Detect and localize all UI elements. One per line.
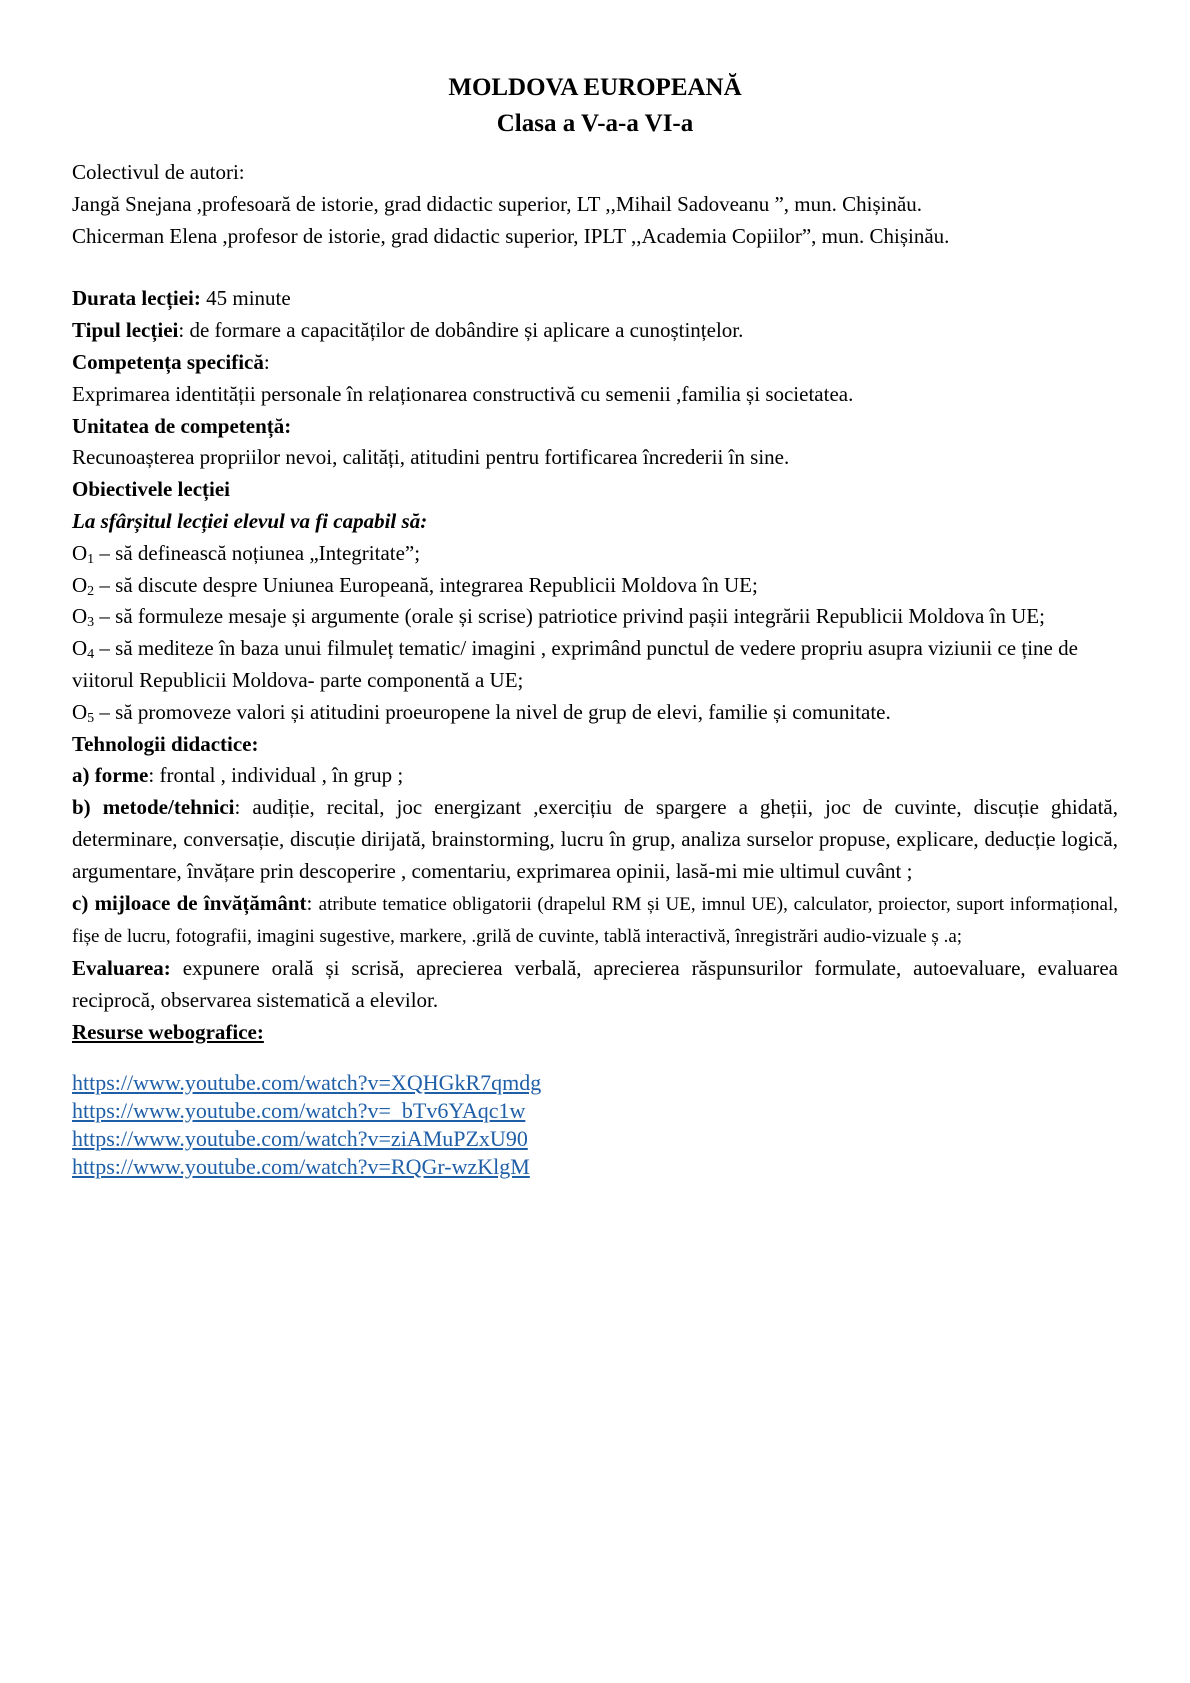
means-label: c) mijloace de învățământ — [72, 890, 307, 915]
resource-link[interactable]: https://www.youtube.com/watch?v=RQGr-wzKlgM — [72, 1153, 530, 1179]
objective-index: 1 — [87, 551, 95, 567]
objective-item — [72, 601, 1118, 633]
means-row — [72, 888, 1118, 954]
objective-item — [72, 697, 1118, 729]
objective-item — [72, 633, 1118, 697]
objective-text: – să formuleze mesaje și argumente (orale și scrise) patriotice privind pașii integrării Republicii Moldova în UE; — [94, 604, 1045, 629]
unit-value: Recunoașterea propriilor nevoi, calități, atitudini pentru fortificarea încrederii în sine. — [72, 445, 790, 470]
duration-row — [72, 283, 1118, 315]
objective-prefix: O — [72, 636, 88, 661]
lesson-type-value: : de formare a capacităților de dobândire și aplicare a cunoștințelor. — [178, 318, 744, 343]
methods-value: : audiție, recital, joc energizant ,exercițiu de spargere a gheții, joc de cuvinte, discuție ghidată, determinare, conversație, discuție dirijată, brainstorming, lucru în grup, analiza surselor propuse, explicare, deducție logică, argumentare, învățare prin descoperire , comentariu, exprimarea opinii, lasă-mi mie ultimul cuvânt ; — [72, 795, 1118, 883]
duration-value: 45 minute — [200, 286, 291, 311]
resource-link[interactable]: https://www.youtube.com/watch?v=XQHGkR7qmdg — [72, 1069, 542, 1095]
author-line-2: Chicerman Elena ,profesor de istorie, grad didactic superior, IPLT ,,Academia Copiilor”, mun. Chișinău. — [72, 223, 950, 248]
means-value: atribute tematice obligatorii (drapelul RM și UE, imnul UE), calculator, proiector, suport informațional, fișe de lucru, fotografii, imagini sugestive, markere, .grilă de cuvinte, tablă interactivă, înregistrări audio-vizuale ș .a; — [72, 893, 1118, 948]
objective-text: – să mediteze în baza unui filmuleț tematic/ imagini , exprimând punctul de vedere propriu asupra viziunii ce ține de viitorul Republicii Moldova- parte componentă a UE; — [72, 636, 1078, 692]
objectives-intro: La sfârșitul lecției elevul va fi capabil să: — [72, 508, 428, 533]
lesson-type-row — [72, 315, 1118, 347]
evaluation-value: expunere orală și scrisă, aprecierea verbală, aprecierea răspunsurilor formulate, autoevaluare, evaluarea reciprocă, observarea sistematică a elevilor. — [72, 956, 1118, 1012]
objective-prefix: O — [72, 540, 88, 565]
author-line-1: Jangă Snejana ,profesoară de istorie, grad didactic superior, LT ,,Mihail Sadoveanu ”, mun. Chișinău. — [72, 191, 923, 216]
objective-text: – să promoveze valori și atitudini proeuropene la nivel de grup de elevi, familie și comunitate. — [94, 699, 891, 724]
objective-index: 3 — [87, 615, 95, 631]
authors-label: Colectivul de autori: — [72, 160, 245, 184]
objective-index: 5 — [87, 710, 95, 726]
resource-link[interactable]: https://www.youtube.com/watch?v=_bTv6YAqc1w — [72, 1097, 526, 1123]
forms-value: : frontal , individual , în grup ; — [148, 763, 404, 788]
lesson-type-label: Tipul lecției — [72, 318, 179, 343]
resources-list — [72, 1069, 1118, 1181]
competence-row — [72, 347, 1118, 379]
objective-prefix: O — [72, 604, 88, 629]
objectives-label: Obiectivele lecției — [72, 477, 231, 502]
resource-link[interactable]: https://www.youtube.com/watch?v=ziAMuPZxU90 — [72, 1125, 528, 1151]
evaluation-label: Evaluarea: — [72, 956, 171, 981]
forms-label: a) forme — [72, 763, 149, 788]
objective-prefix: O — [72, 699, 88, 724]
unit-label: Unitatea de competență: — [72, 413, 292, 438]
technologies-label: Tehnologii didactice: — [72, 731, 259, 756]
objective-text: – să definească noțiunea „Integritate”; — [94, 540, 421, 565]
objective-index: 4 — [87, 647, 95, 663]
methods-label: b) metode/tehnici — [72, 795, 235, 820]
document-subtitle: Clasa a V-a-a VI-a — [496, 110, 694, 137]
competence-value: Exprimarea identității personale în relaționarea constructivă cu semenii ,familia și societatea. — [72, 381, 854, 406]
forms-row — [72, 760, 1118, 792]
objective-index: 2 — [87, 583, 95, 599]
objective-prefix: O — [72, 572, 88, 597]
competence-label: Competența specifică — [72, 349, 264, 374]
methods-row — [72, 792, 1118, 887]
objective-item — [72, 570, 1118, 602]
competence-colon: : — [263, 349, 270, 374]
document-title: MOLDOVA EUROPEANĂ — [448, 74, 742, 101]
spacer — [72, 252, 1118, 283]
objective-item — [72, 538, 1118, 570]
means-colon: : — [306, 890, 319, 915]
duration-label: Durata lecției: — [72, 286, 201, 311]
evaluation-row — [72, 953, 1118, 1017]
resources-label: Resurse webografice: — [72, 1019, 264, 1044]
objective-text: – să discute despre Uniunea Europeană, integrarea Republicii Moldova în UE; — [94, 572, 758, 597]
